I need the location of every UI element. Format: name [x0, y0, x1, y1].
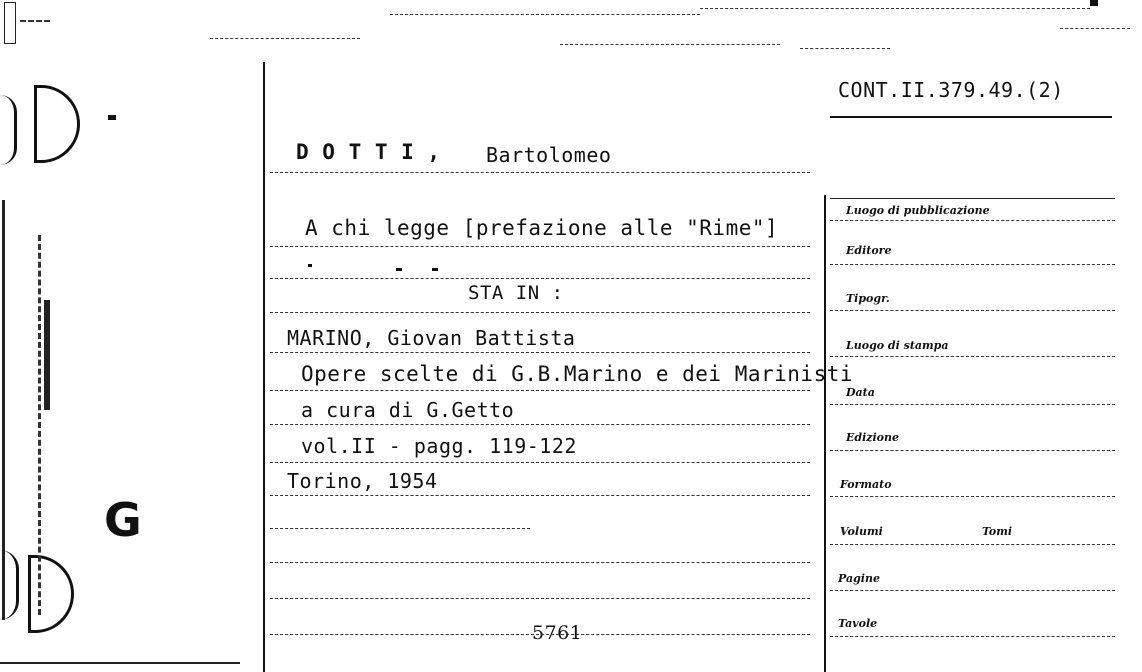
field-place-of-printing: Luogo di stampa	[846, 339, 949, 352]
binding-edge	[0, 0, 22, 672]
field-format: Formato	[840, 478, 892, 491]
field-pages: Pagine	[838, 572, 880, 585]
margin-letter: G	[104, 493, 142, 547]
field-printer: Tipogr.	[846, 292, 890, 305]
field-tomes: Tomi	[982, 525, 1013, 538]
field-place-of-publication: Luogo di pubblicazione	[846, 204, 990, 217]
handwritten-code: 5761	[532, 622, 583, 644]
title: A chi legge [prefazione alle "Rime"]	[305, 216, 779, 240]
host-title: Opere scelte di G.B.Marino e dei Marinisti	[301, 362, 854, 386]
punch-hole-bottom	[28, 555, 74, 633]
shelfmark: CONT.II.379.49.(2)	[838, 78, 1064, 102]
contained-in-label: STA IN :	[468, 282, 564, 304]
host-editor: a cura di G.Getto	[301, 398, 515, 422]
field-date: Data	[846, 386, 875, 399]
author-surname: D O T T I ,	[296, 140, 441, 164]
host-author: MARINO, Giovan Battista	[287, 326, 576, 350]
field-plates: Tavole	[838, 617, 878, 630]
field-publisher: Editore	[846, 244, 892, 257]
host-imprint: Torino, 1954	[287, 469, 438, 493]
author-forename: Bartolomeo	[486, 143, 612, 167]
punch-hole-top	[34, 85, 80, 163]
field-volumes: Volumi	[840, 525, 883, 538]
side-column-line	[824, 195, 826, 672]
field-edition: Edizione	[846, 431, 900, 444]
card-margin-line	[263, 62, 265, 672]
host-volume: vol.II - pagg. 119-122	[301, 434, 577, 458]
